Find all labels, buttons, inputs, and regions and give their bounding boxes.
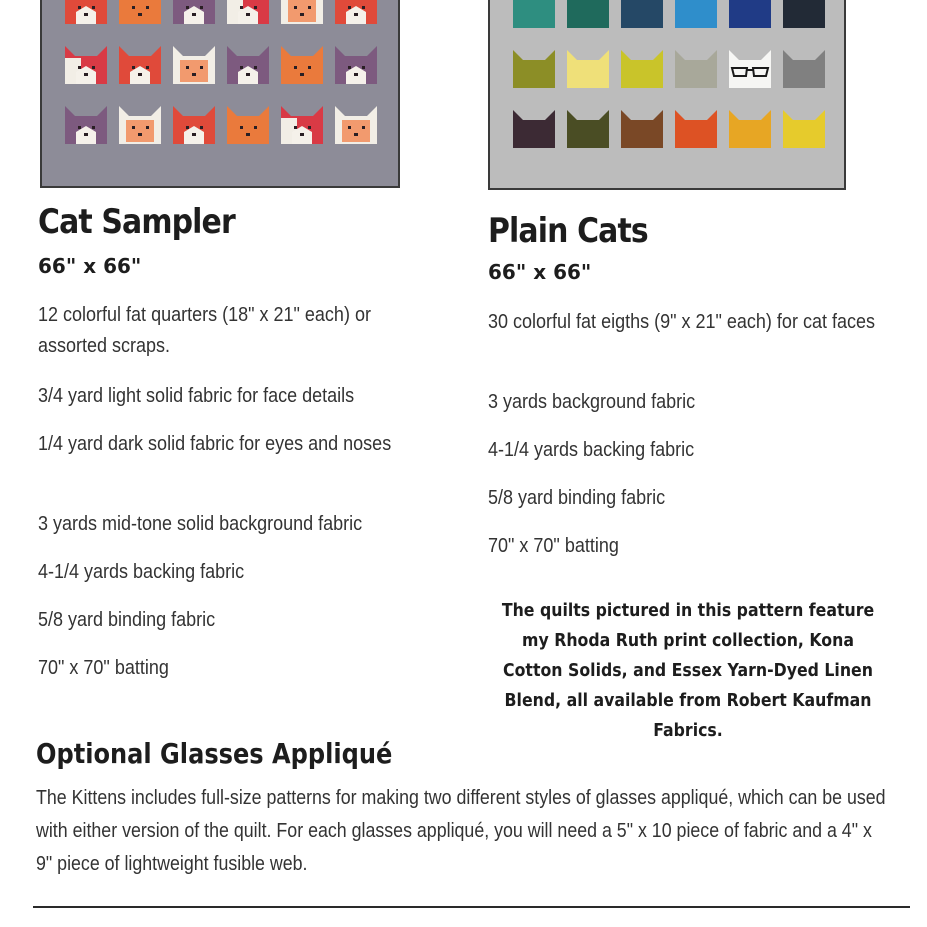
plain-cats-supply: 3 yards background fabric <box>488 391 696 413</box>
quilt-cat-block <box>333 0 379 24</box>
plain-cats-supply: 70" x 70" batting <box>488 535 619 557</box>
quilt-cat-block <box>225 0 271 24</box>
quilt-cat-block <box>619 0 665 28</box>
quilt-cat-block <box>781 50 827 88</box>
quilt-cat-block <box>511 50 557 88</box>
quilt-cat-block <box>565 110 611 148</box>
quilt-cat-block <box>279 0 325 24</box>
quilt-cat-block <box>225 46 271 84</box>
cat-sampler-quilt-image <box>40 0 400 188</box>
quilt-cat-block <box>619 50 665 88</box>
cat-sampler-supply: 5/8 yard binding fabric <box>38 609 216 631</box>
quilt-cat-block <box>673 0 719 28</box>
quilt-cat-block <box>279 106 325 144</box>
quilt-cat-block <box>727 50 773 88</box>
quilt-cat-block <box>727 0 773 28</box>
quilt-cat-block <box>781 110 827 148</box>
cat-sampler-size: 66" x 66" <box>38 254 142 278</box>
cat-sampler-supply: 3/4 yard light solid fabric for face details <box>38 385 355 407</box>
quilt-cat-block <box>781 0 827 28</box>
fabric-credit-note: The quilts pictured in this pattern feature my Rhoda Ruth print collection, Kona Cotton Solids, and Essex Yarn-Dyed Linen Blend, all available from Robert Kaufman Fabrics. <box>501 601 875 741</box>
plain-cats-supply: 4-1/4 yards backing fabric <box>488 439 695 461</box>
quilt-cat-block <box>565 0 611 28</box>
quilt-cat-block <box>333 106 379 144</box>
quilt-cat-block <box>619 110 665 148</box>
quilt-cat-block <box>63 0 109 24</box>
quilt-cat-block <box>565 50 611 88</box>
quilt-cat-block <box>511 110 557 148</box>
optional-glasses-body: The Kittens includes full-size patterns for making two different styles of glasses appliqué, which can be used with either version of the quilt. For each glasses appliqué, you will need a 5" x 10 piece of fabric and a 4" x 9" piece of lightweight fusible web. <box>36 787 886 875</box>
plain-cats-supply: 30 colorful fat eigths (9" x 21" each) for cat faces <box>488 311 875 333</box>
quilt-cat-block <box>673 50 719 88</box>
footer-divider <box>33 906 910 908</box>
cat-sampler-supply: 12 colorful fat quarters (18" x 21" each) or assorted scraps. <box>38 304 371 357</box>
cat-sampler-supply: 1/4 yard dark solid fabric for eyes and noses <box>38 433 392 455</box>
quilt-cat-block <box>279 46 325 84</box>
plain-cats-supply: 5/8 yard binding fabric <box>488 487 666 509</box>
quilt-cat-block <box>63 46 109 84</box>
quilt-cat-block <box>673 110 719 148</box>
quilt-cat-block <box>117 0 163 24</box>
cat-sampler-supply: 4-1/4 yards backing fabric <box>38 561 245 583</box>
optional-glasses-heading: Optional Glasses Appliqué <box>36 737 393 770</box>
plain-cats-title: Plain Cats <box>488 211 648 251</box>
quilt-cat-block <box>225 106 271 144</box>
cat-sampler-title: Cat Sampler <box>38 202 235 242</box>
quilt-cat-block <box>117 106 163 144</box>
quilt-cat-block <box>63 106 109 144</box>
quilt-cat-block <box>511 0 557 28</box>
cat-sampler-supply: 3 yards mid-tone solid background fabric <box>38 513 363 535</box>
quilt-cat-block <box>727 110 773 148</box>
quilt-cat-block <box>333 46 379 84</box>
plain-cats-size: 66" x 66" <box>488 260 592 284</box>
plain-cats-quilt-image <box>488 0 846 190</box>
cat-sampler-supply: 70" x 70" batting <box>38 657 169 679</box>
quilt-cat-block <box>171 106 217 144</box>
quilt-cat-block <box>171 46 217 84</box>
quilt-cat-block <box>171 0 217 24</box>
quilt-cat-block <box>117 46 163 84</box>
